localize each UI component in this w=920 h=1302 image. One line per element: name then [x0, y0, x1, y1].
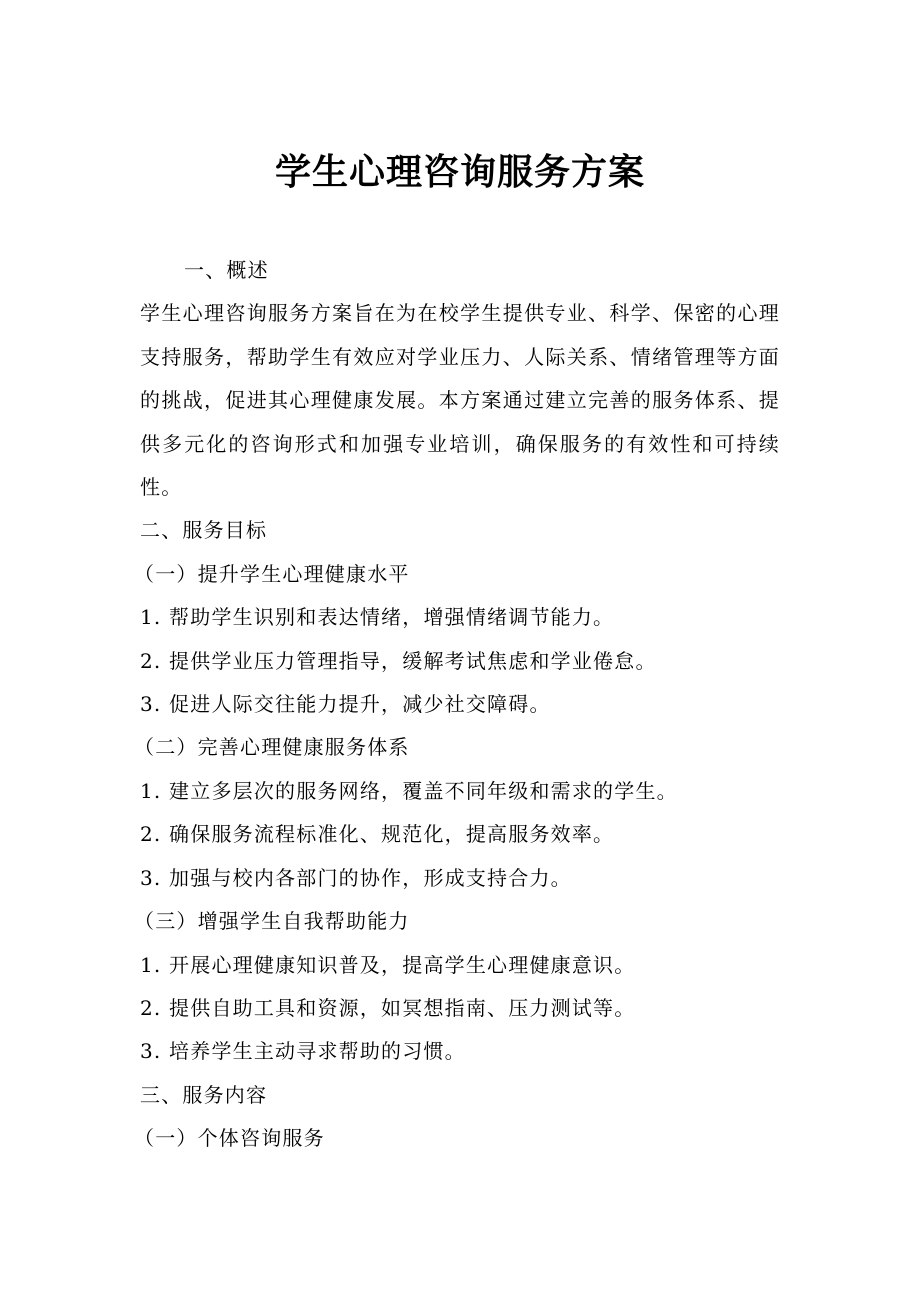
list-item: 3. 促进人际交往能力提升，减少社交障碍。	[140, 692, 551, 717]
subheading-goal-2: （二）完善心理健康服务体系	[134, 735, 410, 760]
list-item: 2. 确保服务流程标准化、规范化，提高服务效率。	[140, 822, 615, 847]
subheading-goal-1: （一）提升学生心理健康水平	[134, 561, 410, 586]
section-heading-overview: 一、概述	[184, 258, 269, 282]
list-item: 2. 提供自助工具和资源，如冥想指南、压力测试等。	[140, 995, 636, 1020]
list-item: 1. 帮助学生识别和表达情绪，增强情绪调节能力。	[140, 605, 615, 630]
document-body	[134, 249, 780, 1161]
document-title: 学生心理咨询服务方案	[274, 152, 645, 193]
subheading-content-1: （一）个体咨询服务	[134, 1126, 325, 1151]
overview-paragraph: 学生心理咨询服务方案旨在为在校学生提供专业、科学、保密的心理支持服务，帮助学生有效应对学业压力、人际关系、情绪管理等方面的挑战，促进其心理健康发展。本方案通过建立完善的服务体系、提供多元化的咨询形式和加强专业培训，确保服务的有效性和可持续性。	[140, 301, 780, 500]
subheading-goal-3: （三）增强学生自我帮助能力	[134, 909, 410, 934]
section-heading-content: 三、服务内容	[140, 1082, 268, 1107]
list-item: 3. 加强与校内各部门的协作，形成支持合力。	[140, 865, 572, 890]
list-item: 1. 建立多层次的服务网络，覆盖不同年级和需求的学生。	[140, 778, 678, 803]
list-item: 3. 培养学生主动寻求帮助的习惯。	[140, 1039, 466, 1064]
list-item: 1. 开展心理健康知识普及，提高学生心理健康意识。	[140, 952, 636, 977]
list-item: 2. 提供学业压力管理指导，缓解考试焦虑和学业倦怠。	[140, 648, 657, 673]
section-heading-goals: 二、服务目标	[140, 518, 268, 543]
